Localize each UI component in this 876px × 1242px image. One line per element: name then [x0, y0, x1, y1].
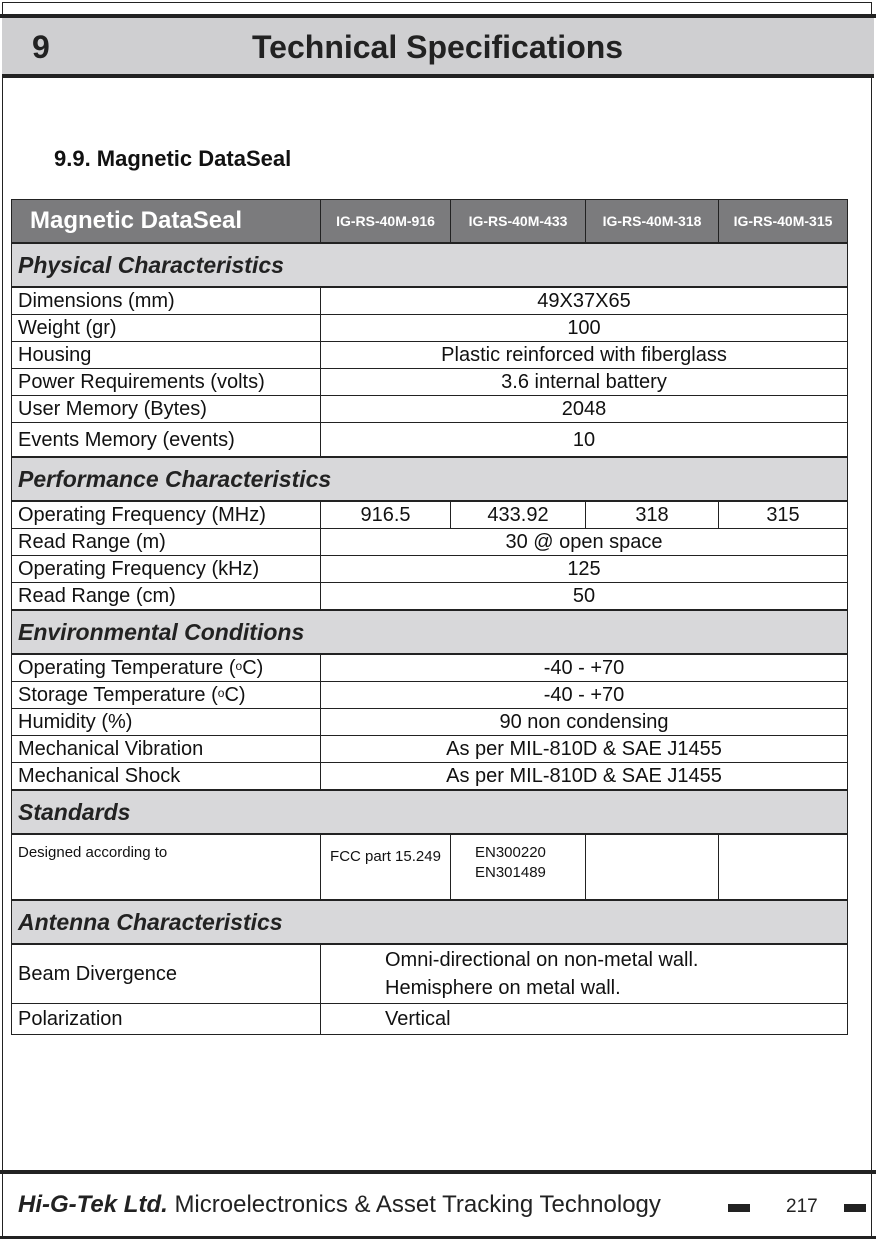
- model-916: IG-RS-40M-916: [321, 200, 451, 244]
- footer-text: [18, 1191, 661, 1219]
- table-row: [12, 763, 848, 791]
- unit-text: C): [242, 657, 264, 679]
- chapter-header: [2, 18, 874, 78]
- section-standards: [12, 790, 848, 834]
- row-label: Events Memory (events): [12, 423, 321, 458]
- row-value: 2048: [321, 396, 848, 423]
- product-name: Magnetic DataSeal: [12, 200, 321, 244]
- bottom-rule: [0, 1236, 876, 1239]
- row-label: Housing: [12, 342, 321, 369]
- table-row: [12, 736, 848, 763]
- degree-mark: o: [235, 659, 243, 673]
- empty-cell: [586, 834, 719, 900]
- table-row: [12, 682, 848, 709]
- section-physical: [12, 243, 848, 287]
- table-header-row: [12, 200, 848, 244]
- row-label: Operating Frequency (kHz): [12, 556, 321, 583]
- row-value: As per MIL-810D & SAE J1455: [321, 736, 848, 763]
- row-value: As per MIL-810D & SAE J1455: [321, 763, 848, 791]
- table-row: [12, 556, 848, 583]
- row-label: Polarization: [12, 1004, 321, 1035]
- standard-fcc: FCC part 15.249: [321, 834, 451, 900]
- unit-text: C): [224, 684, 246, 706]
- row-value: 100: [321, 315, 848, 342]
- row-label: Read Range (cm): [12, 583, 321, 611]
- table-row: [12, 834, 848, 900]
- table-row: [12, 529, 848, 556]
- freq-916: 916.5: [321, 501, 451, 529]
- row-value: 90 non condensing: [321, 709, 848, 736]
- beam-line-2: Hemisphere on metal wall.: [385, 977, 621, 999]
- model-318: IG-RS-40M-318: [586, 200, 719, 244]
- row-label: Weight (gr): [12, 315, 321, 342]
- section-environmental: [12, 610, 848, 654]
- footer-rule: [0, 1170, 876, 1174]
- row-value: 30 @ open space: [321, 529, 848, 556]
- row-value: 50: [321, 583, 848, 611]
- row-label: Power Requirements (volts): [12, 369, 321, 396]
- standard-en1: EN300220: [475, 844, 546, 861]
- dash-left-icon: [728, 1204, 750, 1212]
- standard-en: [451, 834, 586, 900]
- row-label: Read Range (m): [12, 529, 321, 556]
- row-value: -40 - +70: [321, 682, 848, 709]
- row-value: Vertical: [321, 1004, 848, 1035]
- row-value: Plastic reinforced with fiberglass: [321, 342, 848, 369]
- model-433: IG-RS-40M-433: [451, 200, 586, 244]
- row-value: -40 - +70: [321, 654, 848, 682]
- dash-right-icon: [844, 1204, 866, 1212]
- row-value: 3.6 internal battery: [321, 369, 848, 396]
- table-row: [12, 709, 848, 736]
- row-label: Dimensions (mm): [12, 287, 321, 315]
- row-value: 125: [321, 556, 848, 583]
- table-row: [12, 1004, 848, 1035]
- row-label: Humidity (%): [12, 709, 321, 736]
- standard-en2: EN301489: [475, 864, 546, 881]
- beam-line-1: Omni-directional on non-metal wall.: [385, 949, 699, 971]
- section-heading: Physical Characteristics: [12, 243, 848, 287]
- section-performance: [12, 457, 848, 501]
- table-row: [12, 583, 848, 611]
- row-label: [12, 682, 321, 709]
- section-title: 9.9. Magnetic DataSeal: [54, 146, 292, 171]
- page-number: 217: [786, 1196, 818, 1217]
- table-row: [12, 369, 848, 396]
- row-label: User Memory (Bytes): [12, 396, 321, 423]
- model-315: IG-RS-40M-315: [719, 200, 848, 244]
- section-heading: Standards: [12, 790, 848, 834]
- table-row: [12, 287, 848, 315]
- spec-table: [11, 199, 848, 1035]
- row-label: Beam Divergence: [12, 944, 321, 1004]
- section-heading: Environmental Conditions: [12, 610, 848, 654]
- table-row: [12, 342, 848, 369]
- company-name: Hi-G-Tek Ltd.: [18, 1191, 168, 1218]
- section-antenna: [12, 900, 848, 944]
- section-heading: Performance Characteristics: [12, 457, 848, 501]
- freq-433: 433.92: [451, 501, 586, 529]
- freq-315: 315: [719, 501, 848, 529]
- table-row: [12, 501, 848, 529]
- table-row: [12, 396, 848, 423]
- row-label: [12, 654, 321, 682]
- degree-mark: o: [217, 686, 225, 700]
- chapter-title: Technical Specifications: [252, 29, 624, 65]
- table-row: [12, 423, 848, 458]
- label-text: Storage Temperature (: [18, 684, 218, 706]
- tagline: Microelectronics & Asset Tracking Technology: [174, 1191, 661, 1218]
- freq-318: 318: [586, 501, 719, 529]
- label-text: Operating Temperature (: [18, 657, 236, 679]
- table-row: [12, 944, 848, 1004]
- chapter-number: 9: [32, 29, 50, 65]
- row-label: Operating Frequency (MHz): [12, 501, 321, 529]
- row-label: Mechanical Shock: [12, 763, 321, 791]
- row-value: [321, 944, 848, 1004]
- row-value: 49X37X65: [321, 287, 848, 315]
- row-label: Mechanical Vibration: [12, 736, 321, 763]
- table-row: [12, 654, 848, 682]
- table-row: [12, 315, 848, 342]
- row-label: Designed according to: [12, 834, 321, 900]
- row-value: 10: [321, 423, 848, 458]
- section-heading: Antenna Characteristics: [12, 900, 848, 944]
- empty-cell: [719, 834, 848, 900]
